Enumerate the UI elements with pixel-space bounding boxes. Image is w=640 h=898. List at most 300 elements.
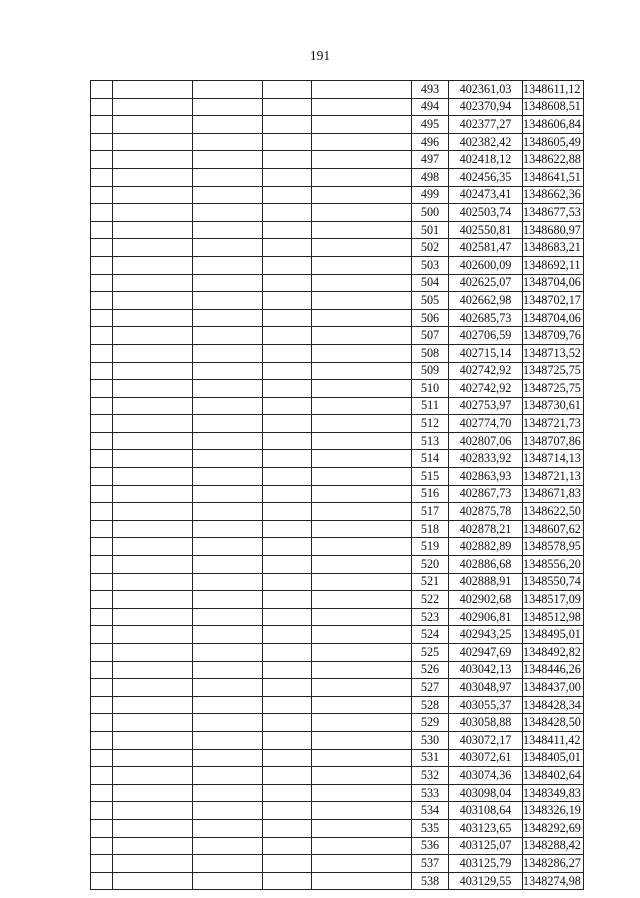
x-coordinate-cell: 402550,81 [449, 221, 523, 239]
x-coordinate-cell: 403055,37 [449, 696, 523, 714]
y-coordinate-cell: 1348714,13 [523, 450, 584, 468]
point-number-cell: 527 [412, 679, 449, 697]
empty-cell [91, 626, 113, 644]
empty-cell [113, 274, 193, 292]
empty-cell [113, 116, 193, 134]
empty-cell [193, 696, 263, 714]
empty-cell [263, 837, 312, 855]
y-coordinate-cell: 1348556,20 [523, 556, 584, 574]
empty-cell [113, 591, 193, 609]
empty-cell [312, 749, 412, 767]
empty-cell [193, 608, 263, 626]
empty-cell [193, 819, 263, 837]
empty-cell [91, 591, 113, 609]
y-coordinate-cell: 1348641,51 [523, 168, 584, 186]
y-coordinate-cell: 1348411,42 [523, 731, 584, 749]
y-coordinate-cell: 1348288,42 [523, 837, 584, 855]
empty-cell [113, 784, 193, 802]
empty-cell [312, 591, 412, 609]
point-number-cell: 501 [412, 221, 449, 239]
empty-cell [113, 168, 193, 186]
empty-cell [113, 696, 193, 714]
empty-cell [193, 837, 263, 855]
empty-cell [263, 749, 312, 767]
point-number-cell: 520 [412, 556, 449, 574]
empty-cell [193, 520, 263, 538]
empty-cell [193, 186, 263, 204]
empty-cell [263, 608, 312, 626]
empty-cell [312, 450, 412, 468]
empty-cell [263, 591, 312, 609]
empty-cell [193, 327, 263, 345]
empty-cell [113, 855, 193, 873]
empty-cell [113, 661, 193, 679]
empty-cell [113, 450, 193, 468]
empty-cell [193, 116, 263, 134]
point-number-cell: 514 [412, 450, 449, 468]
empty-cell [113, 626, 193, 644]
empty-cell [312, 415, 412, 433]
table-row [91, 327, 584, 345]
empty-cell [263, 344, 312, 362]
table-row [91, 116, 584, 134]
y-coordinate-cell: 1348606,84 [523, 116, 584, 134]
y-coordinate-cell: 1348622,50 [523, 503, 584, 521]
empty-cell [113, 837, 193, 855]
empty-cell [113, 872, 193, 890]
point-number-cell: 528 [412, 696, 449, 714]
empty-cell [113, 151, 193, 169]
y-coordinate-cell: 1348578,95 [523, 538, 584, 556]
empty-cell [193, 168, 263, 186]
table-row [91, 591, 584, 609]
empty-cell [193, 802, 263, 820]
table-row [91, 520, 584, 538]
empty-cell [91, 133, 113, 151]
empty-cell [312, 819, 412, 837]
empty-cell [113, 344, 193, 362]
x-coordinate-cell: 403108,64 [449, 802, 523, 820]
x-coordinate-cell: 402742,92 [449, 362, 523, 380]
x-coordinate-cell: 403072,61 [449, 749, 523, 767]
empty-cell [193, 485, 263, 503]
table-row [91, 661, 584, 679]
empty-cell [91, 116, 113, 134]
empty-cell [113, 256, 193, 274]
table-row [91, 644, 584, 662]
empty-cell [312, 837, 412, 855]
empty-cell [113, 802, 193, 820]
x-coordinate-cell: 403074,36 [449, 767, 523, 785]
empty-cell [263, 256, 312, 274]
empty-cell [312, 151, 412, 169]
coordinates-table-body [91, 81, 584, 890]
empty-cell [312, 168, 412, 186]
empty-cell [263, 362, 312, 380]
empty-cell [312, 696, 412, 714]
empty-cell [193, 591, 263, 609]
empty-cell [193, 344, 263, 362]
point-number-cell: 536 [412, 837, 449, 855]
x-coordinate-cell: 403125,79 [449, 855, 523, 873]
empty-cell [263, 661, 312, 679]
point-number-cell: 526 [412, 661, 449, 679]
empty-cell [263, 538, 312, 556]
table-row [91, 714, 584, 732]
empty-cell [91, 204, 113, 222]
table-row [91, 362, 584, 380]
x-coordinate-cell: 402715,14 [449, 344, 523, 362]
empty-cell [91, 661, 113, 679]
empty-cell [113, 432, 193, 450]
empty-cell [312, 432, 412, 450]
empty-cell [113, 221, 193, 239]
y-coordinate-cell: 1348402,64 [523, 767, 584, 785]
point-number-cell: 507 [412, 327, 449, 345]
empty-cell [263, 714, 312, 732]
empty-cell [263, 626, 312, 644]
table-row [91, 151, 584, 169]
y-coordinate-cell: 1348707,86 [523, 432, 584, 450]
table-row [91, 256, 584, 274]
empty-cell [312, 98, 412, 116]
point-number-cell: 496 [412, 133, 449, 151]
table-row [91, 573, 584, 591]
point-number-cell: 521 [412, 573, 449, 591]
empty-cell [113, 362, 193, 380]
empty-cell [263, 802, 312, 820]
point-number-cell: 500 [412, 204, 449, 222]
x-coordinate-cell: 402947,69 [449, 644, 523, 662]
empty-cell [91, 837, 113, 855]
empty-cell [193, 503, 263, 521]
empty-cell [263, 327, 312, 345]
empty-cell [113, 503, 193, 521]
empty-cell [91, 503, 113, 521]
table-row [91, 239, 584, 257]
y-coordinate-cell: 1348721,13 [523, 468, 584, 486]
empty-cell [263, 415, 312, 433]
empty-cell [263, 151, 312, 169]
x-coordinate-cell: 402753,97 [449, 397, 523, 415]
empty-cell [193, 133, 263, 151]
table-row [91, 432, 584, 450]
x-coordinate-cell: 402382,42 [449, 133, 523, 151]
empty-cell [91, 573, 113, 591]
empty-cell [263, 204, 312, 222]
empty-cell [113, 81, 193, 99]
empty-cell [263, 784, 312, 802]
empty-cell [91, 432, 113, 450]
empty-cell [312, 520, 412, 538]
empty-cell [263, 679, 312, 697]
empty-cell [91, 538, 113, 556]
empty-cell [312, 133, 412, 151]
empty-cell [91, 872, 113, 890]
empty-cell [113, 133, 193, 151]
point-number-cell: 534 [412, 802, 449, 820]
empty-cell [312, 714, 412, 732]
table-row [91, 309, 584, 327]
table-row [91, 415, 584, 433]
empty-cell [193, 644, 263, 662]
empty-cell [263, 855, 312, 873]
empty-cell [263, 872, 312, 890]
table-row [91, 784, 584, 802]
empty-cell [113, 397, 193, 415]
empty-cell [312, 327, 412, 345]
y-coordinate-cell: 1348725,75 [523, 362, 584, 380]
point-number-cell: 493 [412, 81, 449, 99]
empty-cell [91, 344, 113, 362]
empty-cell [113, 520, 193, 538]
empty-cell [91, 696, 113, 714]
empty-cell [91, 468, 113, 486]
table-row [91, 485, 584, 503]
empty-cell [193, 415, 263, 433]
point-number-cell: 538 [412, 872, 449, 890]
y-coordinate-cell: 1348349,83 [523, 784, 584, 802]
empty-cell [113, 749, 193, 767]
x-coordinate-cell: 403129,55 [449, 872, 523, 890]
empty-cell [113, 679, 193, 697]
x-coordinate-cell: 402685,73 [449, 309, 523, 327]
empty-cell [193, 98, 263, 116]
x-coordinate-cell: 402943,25 [449, 626, 523, 644]
empty-cell [91, 81, 113, 99]
table-row [91, 344, 584, 362]
empty-cell [91, 644, 113, 662]
y-coordinate-cell: 1348671,83 [523, 485, 584, 503]
empty-cell [312, 256, 412, 274]
empty-cell [312, 309, 412, 327]
empty-cell [263, 573, 312, 591]
empty-cell [193, 767, 263, 785]
table-row [91, 696, 584, 714]
empty-cell [312, 186, 412, 204]
empty-cell [312, 221, 412, 239]
empty-cell [312, 116, 412, 134]
empty-cell [113, 573, 193, 591]
empty-cell [113, 644, 193, 662]
empty-cell [312, 731, 412, 749]
x-coordinate-cell: 402875,78 [449, 503, 523, 521]
table-row [91, 274, 584, 292]
empty-cell [312, 344, 412, 362]
table-row [91, 749, 584, 767]
empty-cell [193, 573, 263, 591]
empty-cell [312, 468, 412, 486]
point-number-cell: 533 [412, 784, 449, 802]
empty-cell [113, 309, 193, 327]
empty-cell [263, 696, 312, 714]
table-row [91, 872, 584, 890]
point-number-cell: 522 [412, 591, 449, 609]
point-number-cell: 518 [412, 520, 449, 538]
empty-cell [193, 81, 263, 99]
empty-cell [263, 239, 312, 257]
x-coordinate-cell: 402807,06 [449, 432, 523, 450]
empty-cell [113, 767, 193, 785]
empty-cell [193, 151, 263, 169]
point-number-cell: 494 [412, 98, 449, 116]
table-row [91, 380, 584, 398]
y-coordinate-cell: 1348517,09 [523, 591, 584, 609]
empty-cell [113, 608, 193, 626]
empty-cell [193, 468, 263, 486]
empty-cell [193, 450, 263, 468]
x-coordinate-cell: 403058,88 [449, 714, 523, 732]
empty-cell [91, 520, 113, 538]
empty-cell [91, 186, 113, 204]
empty-cell [91, 485, 113, 503]
empty-cell [312, 802, 412, 820]
table-row [91, 204, 584, 222]
empty-cell [91, 767, 113, 785]
x-coordinate-cell: 403042,13 [449, 661, 523, 679]
table-row [91, 802, 584, 820]
empty-cell [263, 397, 312, 415]
point-number-cell: 517 [412, 503, 449, 521]
point-number-cell: 498 [412, 168, 449, 186]
empty-cell [193, 749, 263, 767]
point-number-cell: 524 [412, 626, 449, 644]
point-number-cell: 510 [412, 380, 449, 398]
empty-cell [312, 608, 412, 626]
empty-cell [312, 661, 412, 679]
y-coordinate-cell: 1348495,01 [523, 626, 584, 644]
empty-cell [193, 538, 263, 556]
y-coordinate-cell: 1348437,00 [523, 679, 584, 697]
x-coordinate-cell: 402878,21 [449, 520, 523, 538]
empty-cell [263, 485, 312, 503]
empty-cell [91, 749, 113, 767]
x-coordinate-cell: 402581,47 [449, 239, 523, 257]
y-coordinate-cell: 1348405,01 [523, 749, 584, 767]
table-row [91, 468, 584, 486]
x-coordinate-cell: 402888,91 [449, 573, 523, 591]
point-number-cell: 523 [412, 608, 449, 626]
empty-cell [113, 380, 193, 398]
empty-cell [193, 309, 263, 327]
x-coordinate-cell: 402456,35 [449, 168, 523, 186]
empty-cell [312, 767, 412, 785]
x-coordinate-cell: 402473,41 [449, 186, 523, 204]
y-coordinate-cell: 1348725,75 [523, 380, 584, 398]
x-coordinate-cell: 403072,17 [449, 731, 523, 749]
empty-cell [263, 432, 312, 450]
x-coordinate-cell: 402886,68 [449, 556, 523, 574]
table-row [91, 538, 584, 556]
y-coordinate-cell: 1348512,98 [523, 608, 584, 626]
point-number-cell: 529 [412, 714, 449, 732]
empty-cell [113, 415, 193, 433]
x-coordinate-cell: 402600,09 [449, 256, 523, 274]
empty-cell [113, 731, 193, 749]
table-row [91, 819, 584, 837]
y-coordinate-cell: 1348428,50 [523, 714, 584, 732]
empty-cell [91, 819, 113, 837]
y-coordinate-cell: 1348550,74 [523, 573, 584, 591]
y-coordinate-cell: 1348702,17 [523, 292, 584, 310]
empty-cell [312, 239, 412, 257]
point-number-cell: 519 [412, 538, 449, 556]
table-row [91, 767, 584, 785]
x-coordinate-cell: 402902,68 [449, 591, 523, 609]
y-coordinate-cell: 1348274,98 [523, 872, 584, 890]
x-coordinate-cell: 402833,92 [449, 450, 523, 468]
empty-cell [193, 239, 263, 257]
empty-cell [193, 784, 263, 802]
empty-cell [91, 239, 113, 257]
table-row [91, 133, 584, 151]
empty-cell [312, 292, 412, 310]
point-number-cell: 511 [412, 397, 449, 415]
x-coordinate-cell: 402662,98 [449, 292, 523, 310]
table-row [91, 626, 584, 644]
y-coordinate-cell: 1348683,21 [523, 239, 584, 257]
y-coordinate-cell: 1348662,36 [523, 186, 584, 204]
empty-cell [263, 468, 312, 486]
empty-cell [312, 362, 412, 380]
empty-cell [312, 204, 412, 222]
table-row [91, 503, 584, 521]
y-coordinate-cell: 1348492,82 [523, 644, 584, 662]
empty-cell [113, 186, 193, 204]
point-number-cell: 537 [412, 855, 449, 873]
empty-cell [263, 644, 312, 662]
empty-cell [113, 98, 193, 116]
y-coordinate-cell: 1348677,53 [523, 204, 584, 222]
empty-cell [263, 520, 312, 538]
empty-cell [91, 397, 113, 415]
empty-cell [91, 802, 113, 820]
empty-cell [263, 81, 312, 99]
empty-cell [312, 81, 412, 99]
point-number-cell: 509 [412, 362, 449, 380]
point-number-cell: 503 [412, 256, 449, 274]
y-coordinate-cell: 1348730,61 [523, 397, 584, 415]
empty-cell [312, 855, 412, 873]
empty-cell [91, 151, 113, 169]
y-coordinate-cell: 1348713,52 [523, 344, 584, 362]
x-coordinate-cell: 402906,81 [449, 608, 523, 626]
empty-cell [193, 292, 263, 310]
point-number-cell: 525 [412, 644, 449, 662]
point-number-cell: 531 [412, 749, 449, 767]
empty-cell [91, 327, 113, 345]
empty-cell [91, 168, 113, 186]
empty-cell [91, 784, 113, 802]
empty-cell [91, 415, 113, 433]
empty-cell [263, 133, 312, 151]
empty-cell [263, 221, 312, 239]
empty-cell [263, 116, 312, 134]
x-coordinate-cell: 403048,97 [449, 679, 523, 697]
empty-cell [263, 819, 312, 837]
empty-cell [113, 538, 193, 556]
empty-cell [91, 731, 113, 749]
empty-cell [193, 362, 263, 380]
point-number-cell: 505 [412, 292, 449, 310]
empty-cell [193, 855, 263, 873]
y-coordinate-cell: 1348721,73 [523, 415, 584, 433]
x-coordinate-cell: 402418,12 [449, 151, 523, 169]
y-coordinate-cell: 1348680,97 [523, 221, 584, 239]
table-row [91, 292, 584, 310]
empty-cell [263, 731, 312, 749]
empty-cell [193, 380, 263, 398]
